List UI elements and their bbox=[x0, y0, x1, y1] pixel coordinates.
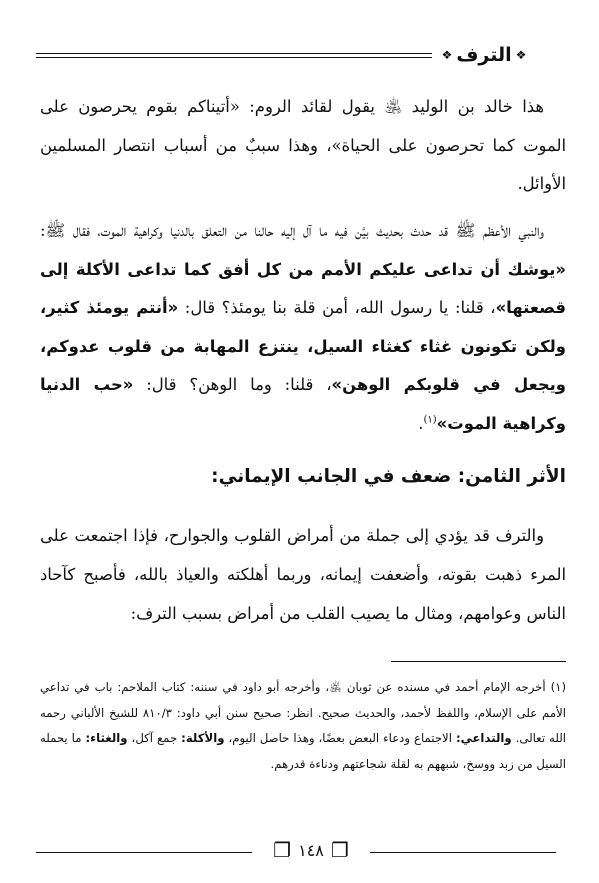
hadith-quote-2: «أنتم يومئذ كثير، ولكن تكونون غثاء كغثاء السيل، ينتزع المهابة من قلوب عدوكم، ويجعل في قلوبكم الوهن» bbox=[40, 298, 566, 394]
hadith-question-2: ، قلنا: وما الوهن؟ قال: bbox=[133, 375, 332, 394]
right-ornament-icon: ❖ bbox=[515, 48, 527, 62]
section-heading: الأثر الثامن: ضعف في الجانب الإيماني: bbox=[211, 466, 566, 487]
hadith-quote-3: «حب الدنيا وكراهية الموت» bbox=[40, 375, 566, 433]
footnote bbox=[40, 675, 566, 777]
footnote-term-akala: والأكلة: bbox=[181, 731, 225, 745]
footnote-term-ghutha: والغثاء: bbox=[85, 731, 128, 745]
hadith-intro: والنبي الأعظم ﷺ قد حدث بحديث بيَّن فيه ما آل إليه حالنا من التعلق بالدنيا وكراهية الموت، فقال ﷺ: bbox=[40, 221, 544, 240]
footnote-separator bbox=[391, 661, 566, 662]
paragraph-luxury-text: والترف قد يؤدي إلى جملة من أمراض القلوب والجوارح، فإذا اجتمعت على المرء ذهبت بقوته، وأضعفت إيمانه، وربما أهلكته والعياذ بالله، فأصبح كآحاد الناس وعوامهم، ومثال ما يصيب القلب من أمراض بسبب الترف: bbox=[40, 526, 566, 623]
footnote-marker: (١) bbox=[423, 414, 437, 426]
footnote-def-tadai: الاجتماع ودعاء البعض بعضًا، وهذا حاصل اليوم، bbox=[224, 731, 456, 745]
footer bbox=[252, 835, 370, 865]
footnote-source: (١) أخرجه الإمام أحمد في مسنده عن ثوبان ﵁، وأخرجه أبو داود في سننه: كتاب الملاحم: باب في تداعي الأمم على الإسلام، واللفظ لأحمد، والحديث صحيح. انظر: صحيح سنن أبي داود: ٨١٠/٣ للشيخ الألباني رحمه الله تعالى. bbox=[40, 680, 567, 745]
book-icon: ❐ bbox=[330, 838, 349, 862]
footnote-def-ghutha: ما يحمله السيل من زبد ووسخ، شبههم به لقلة شجاعتهم ودناءة قدرهم. bbox=[40, 731, 566, 771]
paragraph-luxury bbox=[40, 516, 566, 633]
paragraph-hadith bbox=[40, 212, 566, 443]
left-ornament-icon: ❖ bbox=[441, 48, 453, 62]
paragraph-khalid-text: هذا خالد بن الوليد ﵁ يقول لقائد الروم: «أتيناكم بقوم يحرصون على الموت كما تحرصون على الحياة»، وهذا سببٌ من أسباب انتصار المسلمين الأوائل. bbox=[40, 97, 566, 193]
running-header bbox=[432, 37, 536, 73]
hadith-end: . bbox=[418, 413, 424, 433]
paragraph-khalid bbox=[40, 88, 566, 204]
hadith-question: ، قلنا: يا رسول الله، أمن قلة بنا يومئذ؟ قال: bbox=[178, 298, 496, 317]
footnote-term-tadai: والتداعي: bbox=[455, 731, 512, 745]
running-header-title: الترف bbox=[456, 44, 512, 66]
page-number: ١٤٨ bbox=[298, 840, 324, 860]
footnote-def-akala: جمع آكل، bbox=[127, 731, 182, 745]
hadith-quote-1: «يوشك أن تداعى عليكم الأمم من كل أفق كما تداعى الأكلة إلى قصعتها» bbox=[40, 259, 566, 317]
book-icon: ❐ bbox=[273, 838, 292, 862]
